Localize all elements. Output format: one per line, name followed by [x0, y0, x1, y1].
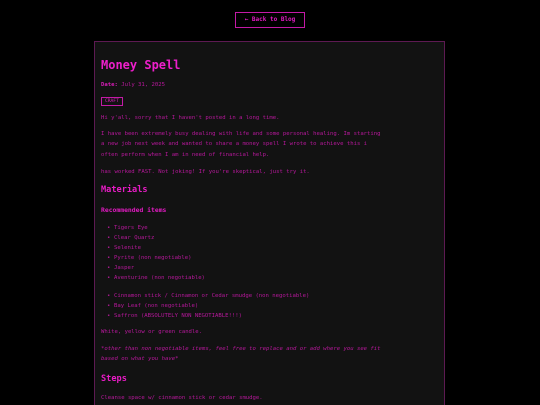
list-item: • Selenite	[107, 243, 205, 253]
tag-badge[interactable]: CRAFT	[101, 97, 123, 106]
note-line: based on what you have*	[101, 356, 179, 363]
body-paragraph	[101, 129, 381, 160]
candle-paragraph: White, yellow or green candle.	[101, 329, 203, 335]
date-value: July 31, 2025	[121, 82, 165, 88]
step-paragraph: Cleanse space w/ cinnamon stick or cedar smudge.	[101, 395, 263, 401]
list-item: • Bay Leaf (non negotiable)	[107, 301, 309, 311]
worked-paragraph: has worked FAST. Not joking! If you're skeptical, just try it.	[101, 169, 310, 175]
post-title: Money Spell	[101, 58, 181, 72]
materials-heading: Materials	[101, 185, 148, 195]
list-item: • Clear Quartz	[107, 233, 205, 243]
intro-paragraph: Hi y'all, sorry that I haven't posted in a long time.	[101, 115, 280, 121]
items-list-2	[107, 291, 309, 321]
body-line: a new job next week and wanted to share a money spell I wrote to achieve this i	[101, 141, 368, 148]
body-line: I have been extremely busy dealing with life and some personal healing. Im starting	[101, 131, 381, 137]
items-list-1	[107, 223, 205, 283]
list-item: • Jasper	[107, 263, 205, 273]
list-item: • Aventurine (non negotiable)	[107, 273, 205, 283]
date-label: Date:	[101, 82, 118, 88]
list-item: • Pyrite (non negotiable)	[107, 253, 205, 263]
back-to-blog-button[interactable]: ← Back to Blog	[235, 12, 305, 28]
post-card	[94, 41, 445, 405]
steps-heading: Steps	[101, 374, 127, 384]
body-line: often perform when I am in need of financial help.	[101, 151, 270, 158]
list-item: • Cinnamon stick / Cinnamon or Cedar smudge (non negotiable)	[107, 291, 309, 301]
recommended-heading: Recommended items	[101, 206, 167, 214]
note-paragraph	[101, 344, 381, 365]
post-date	[101, 82, 165, 88]
list-item: • Saffron (ABSOLUTELY NON NEGOTIABLE!!!)	[107, 311, 309, 321]
note-line: *other than non negotiable items, feel free to replace and or add where you see fit	[101, 346, 381, 352]
list-item: • Tigers Eye	[107, 223, 205, 233]
